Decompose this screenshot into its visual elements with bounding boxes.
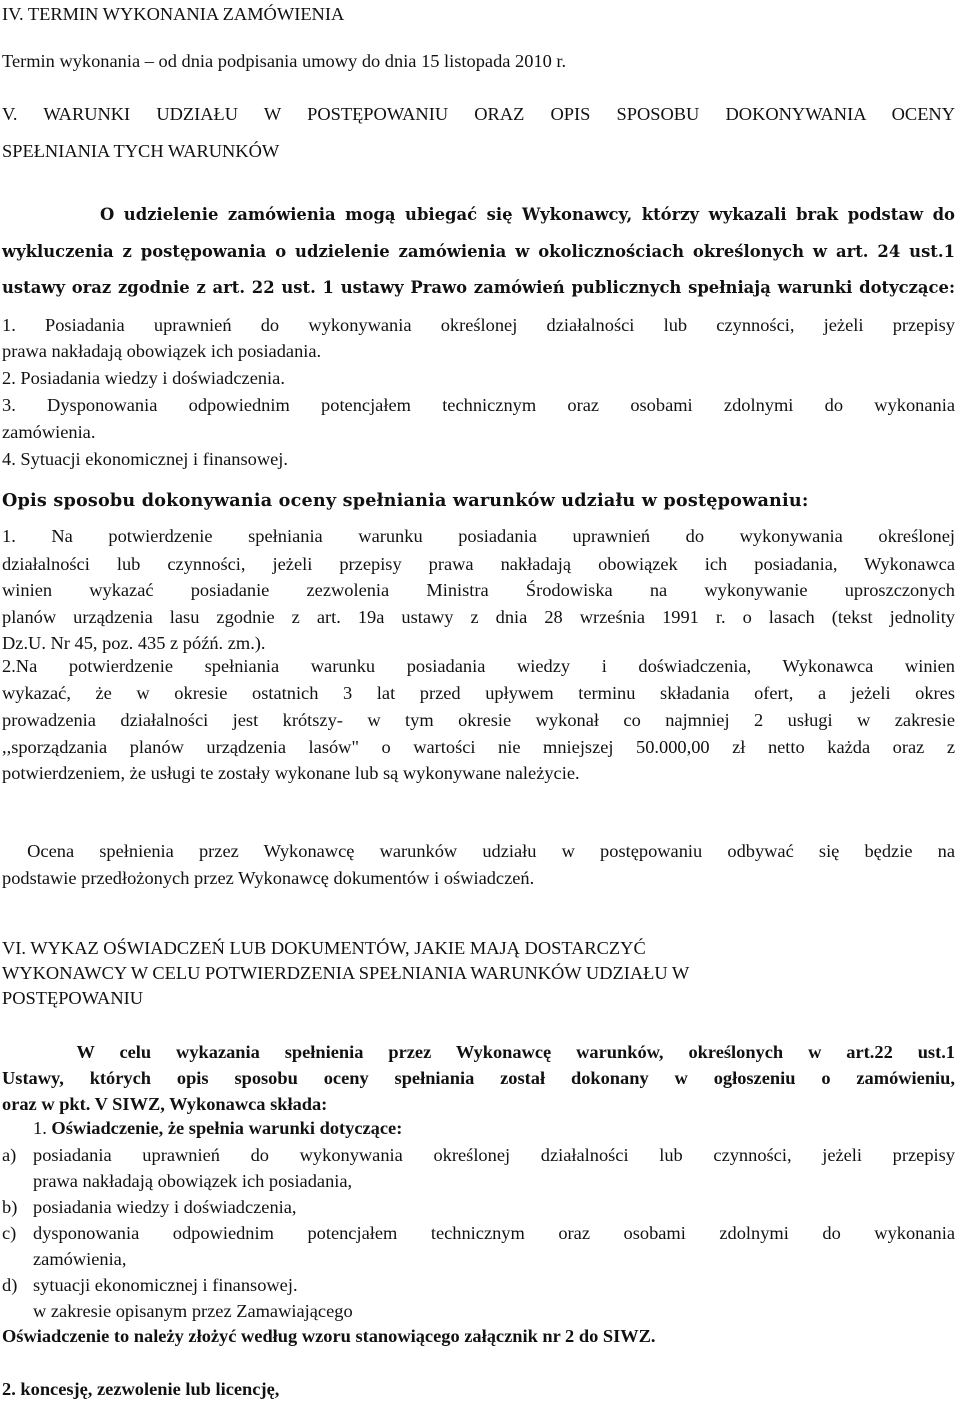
section-iv-heading: IV. TERMIN WYKONANIA ZAMÓWIENIA: [2, 4, 345, 24]
section-vi-heading-line-2: WYKONAWCY W CELU POTWIERDZENIA SPEŁNIANIA WARUNKÓW UDZIAŁU W: [2, 963, 690, 983]
section-vi-intro-line-3: oraz w pkt. V SIWZ, Wykonawca składa:: [2, 1094, 328, 1114]
item-b-line-1: posiadania wiedzy i doświadczenia,: [33, 1197, 297, 1217]
declaration-note: Oświadczenie to należy złożyć według wzoru stanowiącego załącznik nr 2 do SIWZ.: [2, 1326, 656, 1346]
opis-1-line-4: planów urządzenia lasu zgodnie z art. 19a ustawy z dnia 28 września 1991 r. o lasach (tekst jednolity: [2, 607, 955, 627]
condition-1-line-2: prawa nakładają obowiązek ich posiadania.: [2, 341, 322, 361]
opis-2-line-5: potwierdzeniem, że usługi te zostały wykonane lub są wykonywane należycie.: [2, 763, 580, 783]
opis-1-line-1: 1. Na potwierdzenie spełniania warunku posiadania uprawnień do wykonywania określonej: [2, 526, 955, 546]
section-vi-heading-line-1: VI. WYKAZ OŚWIADCZEŃ LUB DOKUMENTÓW, JAKIE MAJĄ DOSTARCZYĆ: [2, 938, 646, 958]
item-a-marker: a): [2, 1145, 17, 1165]
item-c-line-1: dysponowania odpowiednim potencjałem technicznym oraz osobami zdolnymi do wykonania: [33, 1223, 955, 1243]
condition-3-line-1: 3. Dysponowania odpowiednim potencjałem technicznym oraz osobami zdolnymi do wykonania: [2, 395, 955, 415]
condition-4: 4. Sytuacji ekonomicznej i finansowej.: [2, 449, 289, 469]
opis-1-line-3: winien wykazać posiadanie zezwolenia Ministra Środowiska na wykonywanie uproszczonych: [2, 580, 955, 600]
section-iv-text: Termin wykonania – od dnia podpisania umowy do dnia 15 listopada 2010 r.: [2, 51, 567, 71]
item-2: 2. koncesję, zezwolenie lub licencję,: [2, 1379, 280, 1399]
section-vi-intro-line-2: Ustawy, których opis sposobu oceny spełniania został dokonany w ogłoszeniu o zamówieniu,: [2, 1068, 955, 1088]
opis-2-line-2: wykazać, że w okresie ostatnich 3 lat przed upływem terminu składania ofert, a jeżeli okres: [2, 683, 955, 703]
item-b-marker: b): [2, 1197, 18, 1217]
section-vi-heading-line-3: POSTĘPOWANIU: [2, 988, 143, 1008]
section-v-intro-line-1: O udzielenie zamówienia mogą ubiegać się Wykonawcy, którzy wykazali brak podstaw do: [100, 205, 955, 224]
condition-2: 2. Posiadania wiedzy i doświadczenia.: [2, 368, 285, 388]
section-v-heading-line-2: SPEŁNIANIA TYCH WARUNKÓW: [2, 141, 280, 161]
item-d-line-1: sytuacji ekonomicznej i finansowej.: [33, 1275, 298, 1295]
opis-1-line-2: działalności lub czynności, jeżeli przepisy prawa nakładają obowiązek ich posiadania, Wykonawca: [2, 554, 955, 574]
condition-3-line-2: zamówienia.: [2, 422, 96, 442]
opis-2-line-4: ,,sporządzania planów urządzenia lasów" o wartości nie mniejszej 50.000,00 zł netto każda oraz z: [2, 737, 955, 757]
condition-1-line-1: 1. Posiadania uprawnień do wykonywania określonej działalności lub czynności, jeżeli przepisy: [2, 315, 955, 335]
opis-heading: Opis sposobu dokonywania oceny spełniania warunków udziału w postępowaniu:: [2, 490, 809, 511]
opis-1-line-5: Dz.U. Nr 45, poz. 435 z późń. zm.).: [2, 633, 266, 653]
item-c-marker: c): [2, 1223, 17, 1243]
item-1-label: Oświadczenie, że spełnia warunki dotyczące:: [51, 1118, 403, 1138]
section-vi-intro-line-1: W celu wykazania spełnienia przez Wykonawcę warunków, określonych w art.22 ust.1: [2, 1042, 955, 1062]
item-a-line-1: posiadania uprawnień do wykonywania określonej działalności lub czynności, jeżeli przepisy: [33, 1145, 955, 1165]
item-a-line-2: prawa nakładają obowiązek ich posiadania,: [33, 1171, 353, 1191]
opis-2-line-3: prowadzenia działalności jest krótszy- w tym okresie wykonał co najmniej 2 usługi w zakresie: [2, 710, 955, 730]
ocena-line-2: podstawie przedłożonych przez Wykonawcę dokumentów i oświadczeń.: [2, 868, 535, 888]
section-v-heading-line-1: V. WARUNKI UDZIAŁU W POSTĘPOWANIU ORAZ OPIS SPOSOBU DOKONYWANIA OCENY: [2, 104, 955, 124]
section-v-intro-line-2: wykluczenia z postępowania o udzielenie zamówienia w okolicznościach określonych w art. 24 ust.1: [2, 242, 955, 261]
section-v-intro-line-3: ustawy oraz zgodnie z art. 22 ust. 1 ustawy Prawo zamówień publicznych spełniają warunki dotyczące:: [2, 278, 955, 297]
opis-2-line-1: 2.Na potwierdzenie spełniania warunku posiadania wiedzy i doświadczenia, Wykonawca winien: [2, 656, 955, 676]
item-1: [33, 1116, 402, 1140]
ocena-line-1: Ocena spełnienia przez Wykonawcę warunków udziału w postępowaniu odbywać się będzie na: [2, 841, 955, 861]
item-1-number: 1.: [33, 1118, 47, 1138]
scope-note: w zakresie opisanym przez Zamawiającego: [33, 1301, 353, 1321]
item-c-line-2: zamówienia,: [33, 1249, 127, 1269]
item-d-marker: d): [2, 1275, 18, 1295]
